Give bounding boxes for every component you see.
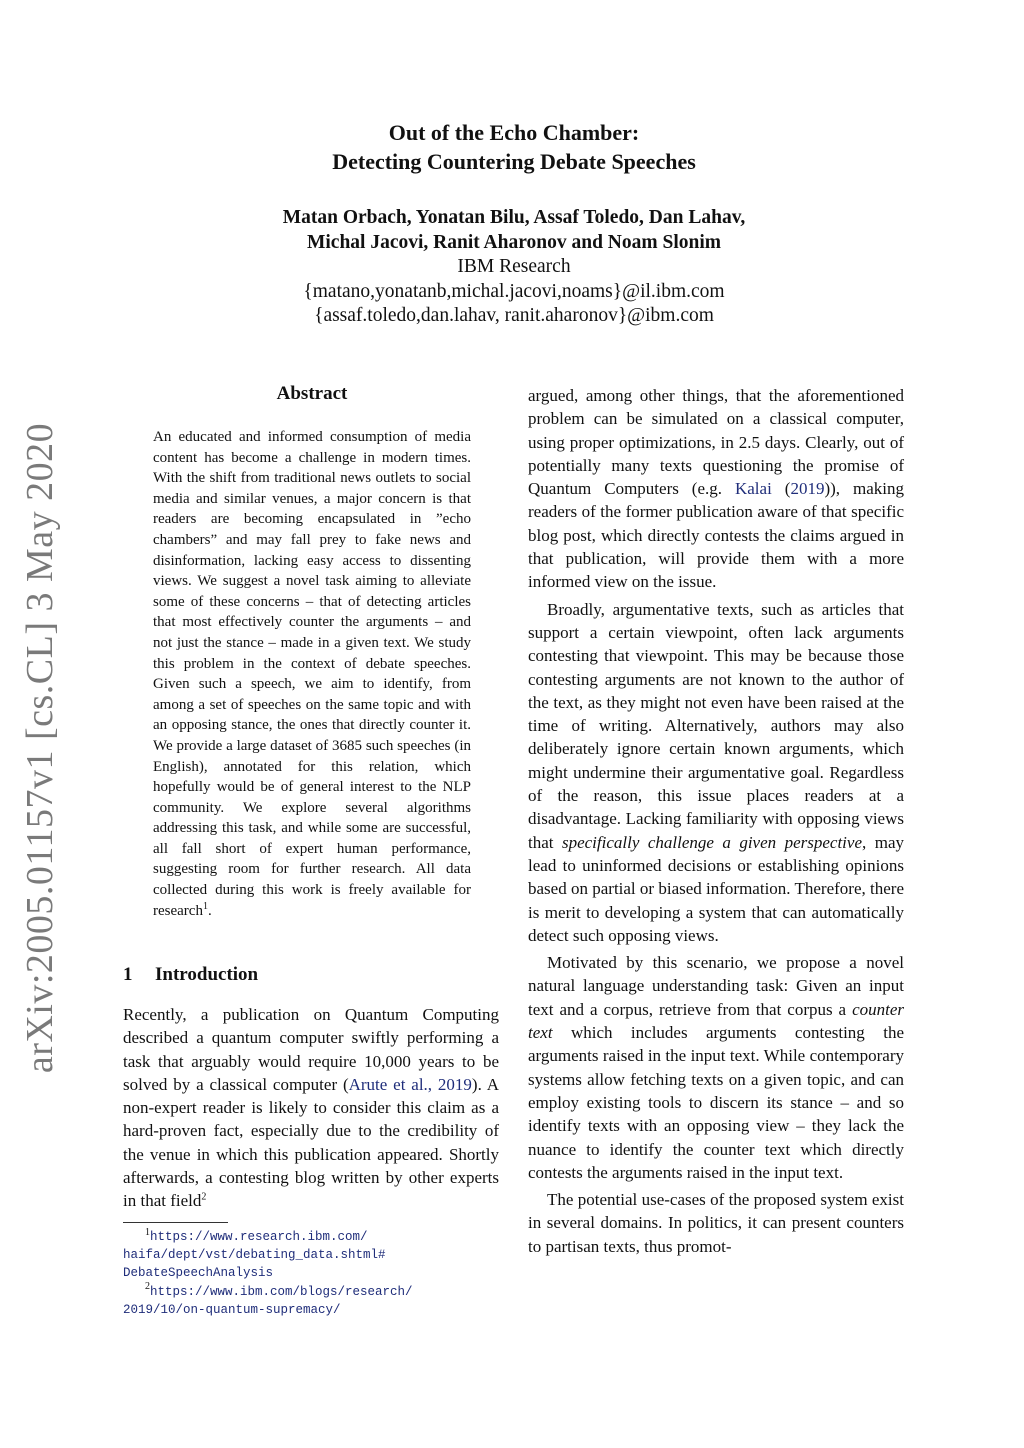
footnote-2-number: 2	[145, 1281, 150, 1293]
paper-title	[230, 118, 798, 176]
footnote-2	[123, 1283, 503, 1301]
section-title: Introduction	[155, 964, 259, 985]
right-p2-emphasis: specifically challenge a given perspective	[561, 832, 863, 852]
right-p1-text-b: (	[771, 479, 791, 499]
author-block	[180, 206, 848, 329]
intro-p1-text-b: ). A non-expert reader is likely to consider this claim as a hard-proven fact, especially due to the credibility of the venue in which this publication appeared. Shortly afterwards, a contesting blog written by other experts in that field	[123, 1074, 500, 1211]
citation-kalai[interactable]: Kalai	[734, 479, 772, 499]
right-paragraph-3	[528, 951, 904, 1184]
intro-paragraph-1	[123, 1003, 499, 1213]
abstract-end: .	[207, 902, 212, 919]
right-p3-text-a: Motivated by this scenario, we propose a novel natural language understanding task: Given an input text and a corpus, retrieve from that corpus a	[528, 953, 904, 1019]
right-paragraph-2	[528, 598, 904, 947]
arxiv-identifier-text: arXiv:2005.01157v1 [cs.CL] 3 May 2020	[19, 422, 61, 1073]
arxiv-identifier	[12, 422, 68, 1073]
section-heading-introduction	[123, 964, 503, 986]
title-line-1: Out of the Echo Chamber:	[388, 120, 640, 145]
right-p3-text-b: which includes arguments contesting the arguments raised in the input text. While contemporary systems allow fetching texts on a given topic, and can employ existing tools to discern its stance – and so identify texts with an opposing view – they lack the nuance to identify the counter text which directly contests the arguments raised in the input text.	[528, 1023, 904, 1182]
email-line-1: {matano,yonatanb,michal.jacovi,noams}@il.ibm.com	[303, 280, 725, 302]
title-line-2: Detecting Countering Debate Speeches	[332, 149, 696, 174]
author-names-line-2: Michal Jacovi, Ranit Aharonov and Noam Slonim	[306, 231, 722, 253]
footnote-2-line-2[interactable]: 2019/10/on-quantum-supremacy/	[123, 1302, 341, 1317]
citation-kalai-year[interactable]: 2019	[790, 479, 825, 499]
abstract-text: An educated and informed consumption of media content has become a challenge in modern times. With the shift from traditional news outlets to social media and similar venues, a major concern is that readers are becoming encapsulated in ”echo chambers” and may fall prey to fake news and disinformation, lacking easy access to dissenting views. We suggest a novel task aiming to alleviate some of these concerns – that of detecting articles that most effectively counter the arguments – and not just the stance – made in a given text. We study this problem in the context of debate speeches. Given such a speech, we aim to identify, from among a set of speeches on the same topic and with an opposing stance, the ones that directly counter it. We provide a large dataset of 3685 such speeches (in English), annotated for this relation, which hopefully would be of general interest to the NLP community. We explore several algorithms addressing this task, and while some are successful, all fall short of expert human performance, suggesting room for further research. All data collected during this work is freely available for research	[153, 429, 471, 919]
citation-arute[interactable]: Arute et al., 2019	[348, 1074, 472, 1094]
footnote-1	[123, 1228, 503, 1246]
footnote-mark-1[interactable]: 1	[202, 900, 208, 912]
intro-p1-text-a: Recently, a publication on Quantum Computing described a quantum computer swiftly performing a task that arguably would require 10,000 years to be solved by a classical computer (	[123, 1005, 499, 1094]
footnote-1-line-2[interactable]: haifa/dept/vst/debating_data.shtml#	[123, 1248, 386, 1263]
section-number: 1	[123, 964, 133, 985]
abstract-heading: Abstract	[276, 383, 348, 404]
footnote-2-link-line-1[interactable]: https://www.ibm.com/blogs/research/	[150, 1284, 413, 1299]
footnote-1-line-3[interactable]: DebateSpeechAnalysis	[123, 1266, 274, 1281]
email-line-2: {assaf.toledo,dan.lahav, ranit.aharonov}@ibm.com	[314, 305, 714, 326]
right-p3-emphasis: counter text	[528, 999, 904, 1043]
footnotes	[123, 1228, 503, 1319]
right-p1-text-c: )), making readers of the former publication aware of that specific blog post, which directly contests the claims argued in that publication, will provide them with a more informed view on the issue.	[528, 479, 904, 592]
footnote-divider	[123, 1222, 228, 1223]
abstract-body	[153, 427, 471, 921]
footnote-mark-2[interactable]: 2	[201, 1191, 207, 1203]
right-p2-text-b: , may lead to uninformed decisions or establishing opinions based on partial or biased information. Therefore, there is merit to developing a system that can automatically detect such opposing views.	[528, 832, 904, 945]
author-names-line-1: Matan Orbach, Yonatan Bilu, Assaf Toledo, Dan Lahav,	[282, 207, 746, 228]
affiliation: IBM Research	[457, 256, 571, 277]
footnote-1-link-line-1[interactable]: https://www.research.ibm.com/	[150, 1230, 368, 1244]
right-p1-text-a: argued, among other things, that the aforementioned problem can be simulated on a classical computer, using proper optimizations, in 2.5 days. Clearly, out of potentially many texts questioning the promise of Quantum Computers (e.g.	[528, 386, 904, 499]
right-paragraph-4: The potential use-cases of the proposed system exist in several domains. In politics, it can present counters to partisan texts, thus promot-	[528, 1190, 904, 1256]
footnote-1-number: 1	[145, 1226, 150, 1238]
right-paragraph-1	[528, 384, 904, 594]
right-column	[528, 384, 904, 1262]
right-p2-text-a: Broadly, argumentative texts, such as articles that support a certain viewpoint, often lack arguments contesting that viewpoint. This may be because those contesting arguments are not known to the author of the text, as they might not even have been raised at the time of writing. Alternatively, authors may also deliberately ignore certain known arguments, which might undermine their argumentative goal. Regardless of the reason, this issue places readers at a disadvantage. Lacking familiarity with opposing views that	[528, 599, 904, 852]
